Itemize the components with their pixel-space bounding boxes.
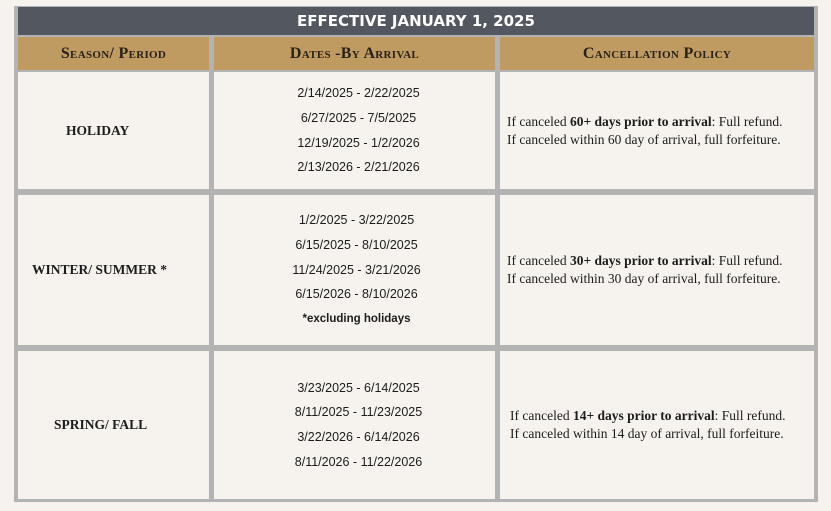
date-range: 6/15/2025 - 8/10/2025 <box>295 237 418 252</box>
season-cell <box>18 351 209 499</box>
policy-cell <box>500 351 814 499</box>
dates-cell <box>214 72 495 189</box>
header-season: Season/ Period <box>18 37 209 70</box>
date-range: 6/27/2025 - 7/5/2025 <box>300 110 417 125</box>
dates-cell <box>214 351 495 499</box>
dates-cell <box>214 195 495 345</box>
date-range: 3/22/2026 - 6/14/2026 <box>297 430 420 444</box>
policy-cell <box>500 195 814 345</box>
date-range: 8/11/2026 - 11/22/2026 <box>294 454 423 469</box>
season-name: WINTER/ SUMMER * <box>32 262 168 277</box>
header-dates: Dates -By Arrival <box>214 37 495 70</box>
policy-refund-line: If canceled 14+ days prior to arrival: Full refund. <box>510 408 786 423</box>
season-name: SPRING/ FALL <box>54 417 148 432</box>
policy-forfeit-line: If canceled within 30 day of arrival, full forfeiture. <box>507 271 781 286</box>
date-range: 6/15/2026 - 8/10/2026 <box>295 287 418 302</box>
season-cell <box>18 195 209 345</box>
holiday-exclusion-note: *excluding holidays <box>302 313 411 326</box>
date-range: 2/14/2025 - 2/22/2025 <box>297 86 420 101</box>
date-range: 8/11/2025 - 11/23/2025 <box>294 405 423 420</box>
date-range: 12/19/2025 - 1/2/2026 <box>297 135 420 150</box>
policy-refund-line: If canceled 60+ days prior to arrival: Full refund. <box>507 113 783 129</box>
policy-forfeit-line: If canceled within 14 day of arrival, full forfeiture. <box>510 426 784 441</box>
policy-cell <box>500 72 814 189</box>
season-name: HOLIDAY <box>66 122 130 138</box>
policy-refund-line: If canceled 30+ days prior to arrival: Full refund. <box>507 253 783 268</box>
season-cell <box>18 72 209 189</box>
date-range: 3/23/2025 - 6/14/2025 <box>297 380 420 395</box>
policy-forfeit-line: If canceled within 60 day of arrival, full forfeiture. <box>507 131 781 147</box>
header-policy: Cancellation Policy <box>500 37 814 70</box>
date-range: 1/2/2025 - 3/22/2025 <box>298 213 415 228</box>
date-range: 11/24/2025 - 3/21/2026 <box>292 262 421 277</box>
table-title: EFFECTIVE JANUARY 1, 2025 <box>18 7 814 35</box>
date-range: 2/13/2026 - 2/21/2026 <box>297 160 420 175</box>
